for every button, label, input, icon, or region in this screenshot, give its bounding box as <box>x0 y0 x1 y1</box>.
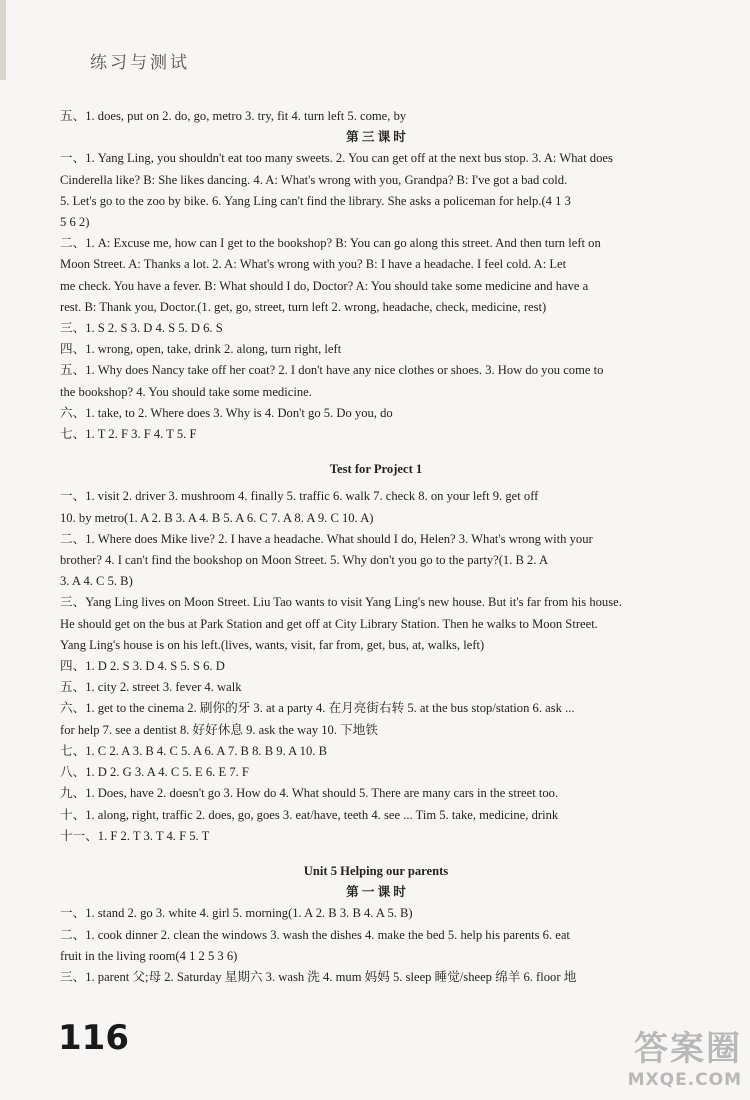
answer-line: 七、1. C 2. A 3. B 4. C 5. A 6. A 7. B 8. B 9. A 10. B <box>60 743 327 758</box>
section-heading: Test for Project 1 <box>329 462 423 477</box>
answer-line: 二、1. A: Excuse me, how can I get to the bookshop? B: You can go along this street. And then turn left on <box>60 236 601 251</box>
answer-line: Yang Ling's house is on his left.(lives, wants, visit, far from, get, bus, at, walks, left) <box>60 637 485 652</box>
answer-line: 10. by metro(1. A 2. B 3. A 4. B 5. A 6. C 7. A 8. A 9. C 10. A) <box>60 510 374 525</box>
answer-line: 十一、1. F 2. T 3. T 4. F 5. T <box>60 828 210 843</box>
answer-line: He should get on the bus at Park Station and get off at City Library Station. Then he walks to Moon Street. <box>60 616 598 631</box>
answer-line: the bookshop? 4. You should take some medicine. <box>60 384 312 399</box>
page-header: 练习与测试 <box>90 53 190 73</box>
answer-line: 四、1. D 2. S 3. D 4. S 5. S 6. D <box>60 659 225 674</box>
answer-line: 3. A 4. C 5. B) <box>60 574 133 589</box>
answer-line: 三、Yang Ling lives on Moon Street. Liu Tao wants to visit Yang Ling's new house. But it's far from his house. <box>60 595 622 610</box>
watermark-logo: 答案圈 <box>634 1029 742 1069</box>
answer-line: 六、1. get to the cinema 2. 刷你的牙 3. at a party 4. 在月亮街右转 5. at the bus stop/station 6. ask ... <box>60 701 575 716</box>
answer-line: Moon Street. A: Thanks a lot. 2. A: What's wrong with you? B: I have a headache. I feel cold. A: Let <box>60 257 567 272</box>
answer-line: 一、1. Yang Ling, you shouldn't eat too many sweets. 2. You can get off at the next bus stop. 3. A: What does <box>60 151 613 166</box>
answer-line: 三、1. parent 父;母 2. Saturday 星期六 3. wash 洗 4. mum 妈妈 5. sleep 睡觉/sheep 绵羊 6. floor 地 <box>60 969 577 984</box>
answer-line: 五、1. does, put on 2. do, go, metro 3. try, fit 4. turn left 5. come, by <box>60 109 407 123</box>
answer-line: Cinderella like? B: She likes dancing. 4. A: What's wrong with you, Grandpa? B: I've got a bad cold. <box>60 172 568 187</box>
answer-key-body <box>60 106 692 988</box>
answer-line: 五、1. Why does Nancy take off her coat? 2. I don't have any nice clothes or shoes. 3. How do you come to <box>60 363 604 378</box>
page-number: 116 <box>58 1018 129 1058</box>
answer-line: 一、1. visit 2. driver 3. mushroom 4. finally 5. traffic 6. walk 7. check 8. on your left 9. get off <box>60 489 539 504</box>
answer-line: 八、1. D 2. G 3. A 4. C 5. E 6. E 7. F <box>60 765 249 780</box>
answer-line: 五、1. city 2. street 3. fever 4. walk <box>60 680 242 695</box>
answer-line: 一、1. stand 2. go 3. white 4. girl 5. morning(1. A 2. B 3. B 4. A 5. B) <box>60 906 413 921</box>
section-heading: 第 一 课 时 <box>346 885 406 900</box>
answer-line: 二、1. Where does Mike live? 2. I have a headache. What should I do, Helen? 3. What's wrong with your <box>60 531 593 546</box>
answer-line: me check. You have a fever. B: What should I do, Doctor? A: You should take some medicine and have a <box>60 278 589 293</box>
answer-line: 5 6 2) <box>60 215 90 230</box>
section-heading: Unit 5 Helping our parents <box>303 863 449 878</box>
page-edge-shadow <box>0 0 6 80</box>
answer-line: 九、1. Does, have 2. doesn't go 3. How do 4. What should 5. There are many cars in the street too. <box>60 786 559 801</box>
answer-line: fruit in the living room(4 1 2 5 3 6) <box>60 948 238 963</box>
section-heading: 第 三 课 时 <box>346 130 406 145</box>
answer-line: 六、1. take, to 2. Where does 3. Why is 4. Don't go 5. Do you, do <box>60 405 393 420</box>
answer-line: 四、1. wrong, open, take, drink 2. along, turn right, left <box>60 342 342 357</box>
watermark <box>628 1021 742 1090</box>
answer-line: brother? 4. I can't find the bookshop on Moon Street. 5. Why don't you go to the party?(1. B 2. A <box>60 553 549 568</box>
answer-line: 三、1. S 2. S 3. D 4. S 5. D 6. S <box>60 321 223 336</box>
answer-line: rest. B: Thank you, Doctor.(1. get, go, street, turn left 2. wrong, headache, check, medicine, rest) <box>60 299 547 314</box>
spacer <box>60 847 692 861</box>
spacer <box>60 445 692 459</box>
watermark-url: MXQE.COM <box>627 1070 742 1090</box>
answer-line: 二、1. cook dinner 2. clean the windows 3. wash the dishes 4. make the bed 5. help his parents 6. eat <box>60 927 570 942</box>
answer-line: for help 7. see a dentist 8. 好好休息 9. ask the way 10. 下地铁 <box>60 722 378 737</box>
answer-line: 十、1. along, right, traffic 2. does, go, goes 3. eat/have, teeth 4. see ... Tim 5. take, medicine, drink <box>60 807 559 822</box>
answer-line: 七、1. T 2. F 3. F 4. T 5. F <box>60 427 197 442</box>
answer-line: 5. Let's go to the zoo by bike. 6. Yang Ling can't find the library. She asks a policeman for help.(4 1 3 <box>60 193 571 208</box>
